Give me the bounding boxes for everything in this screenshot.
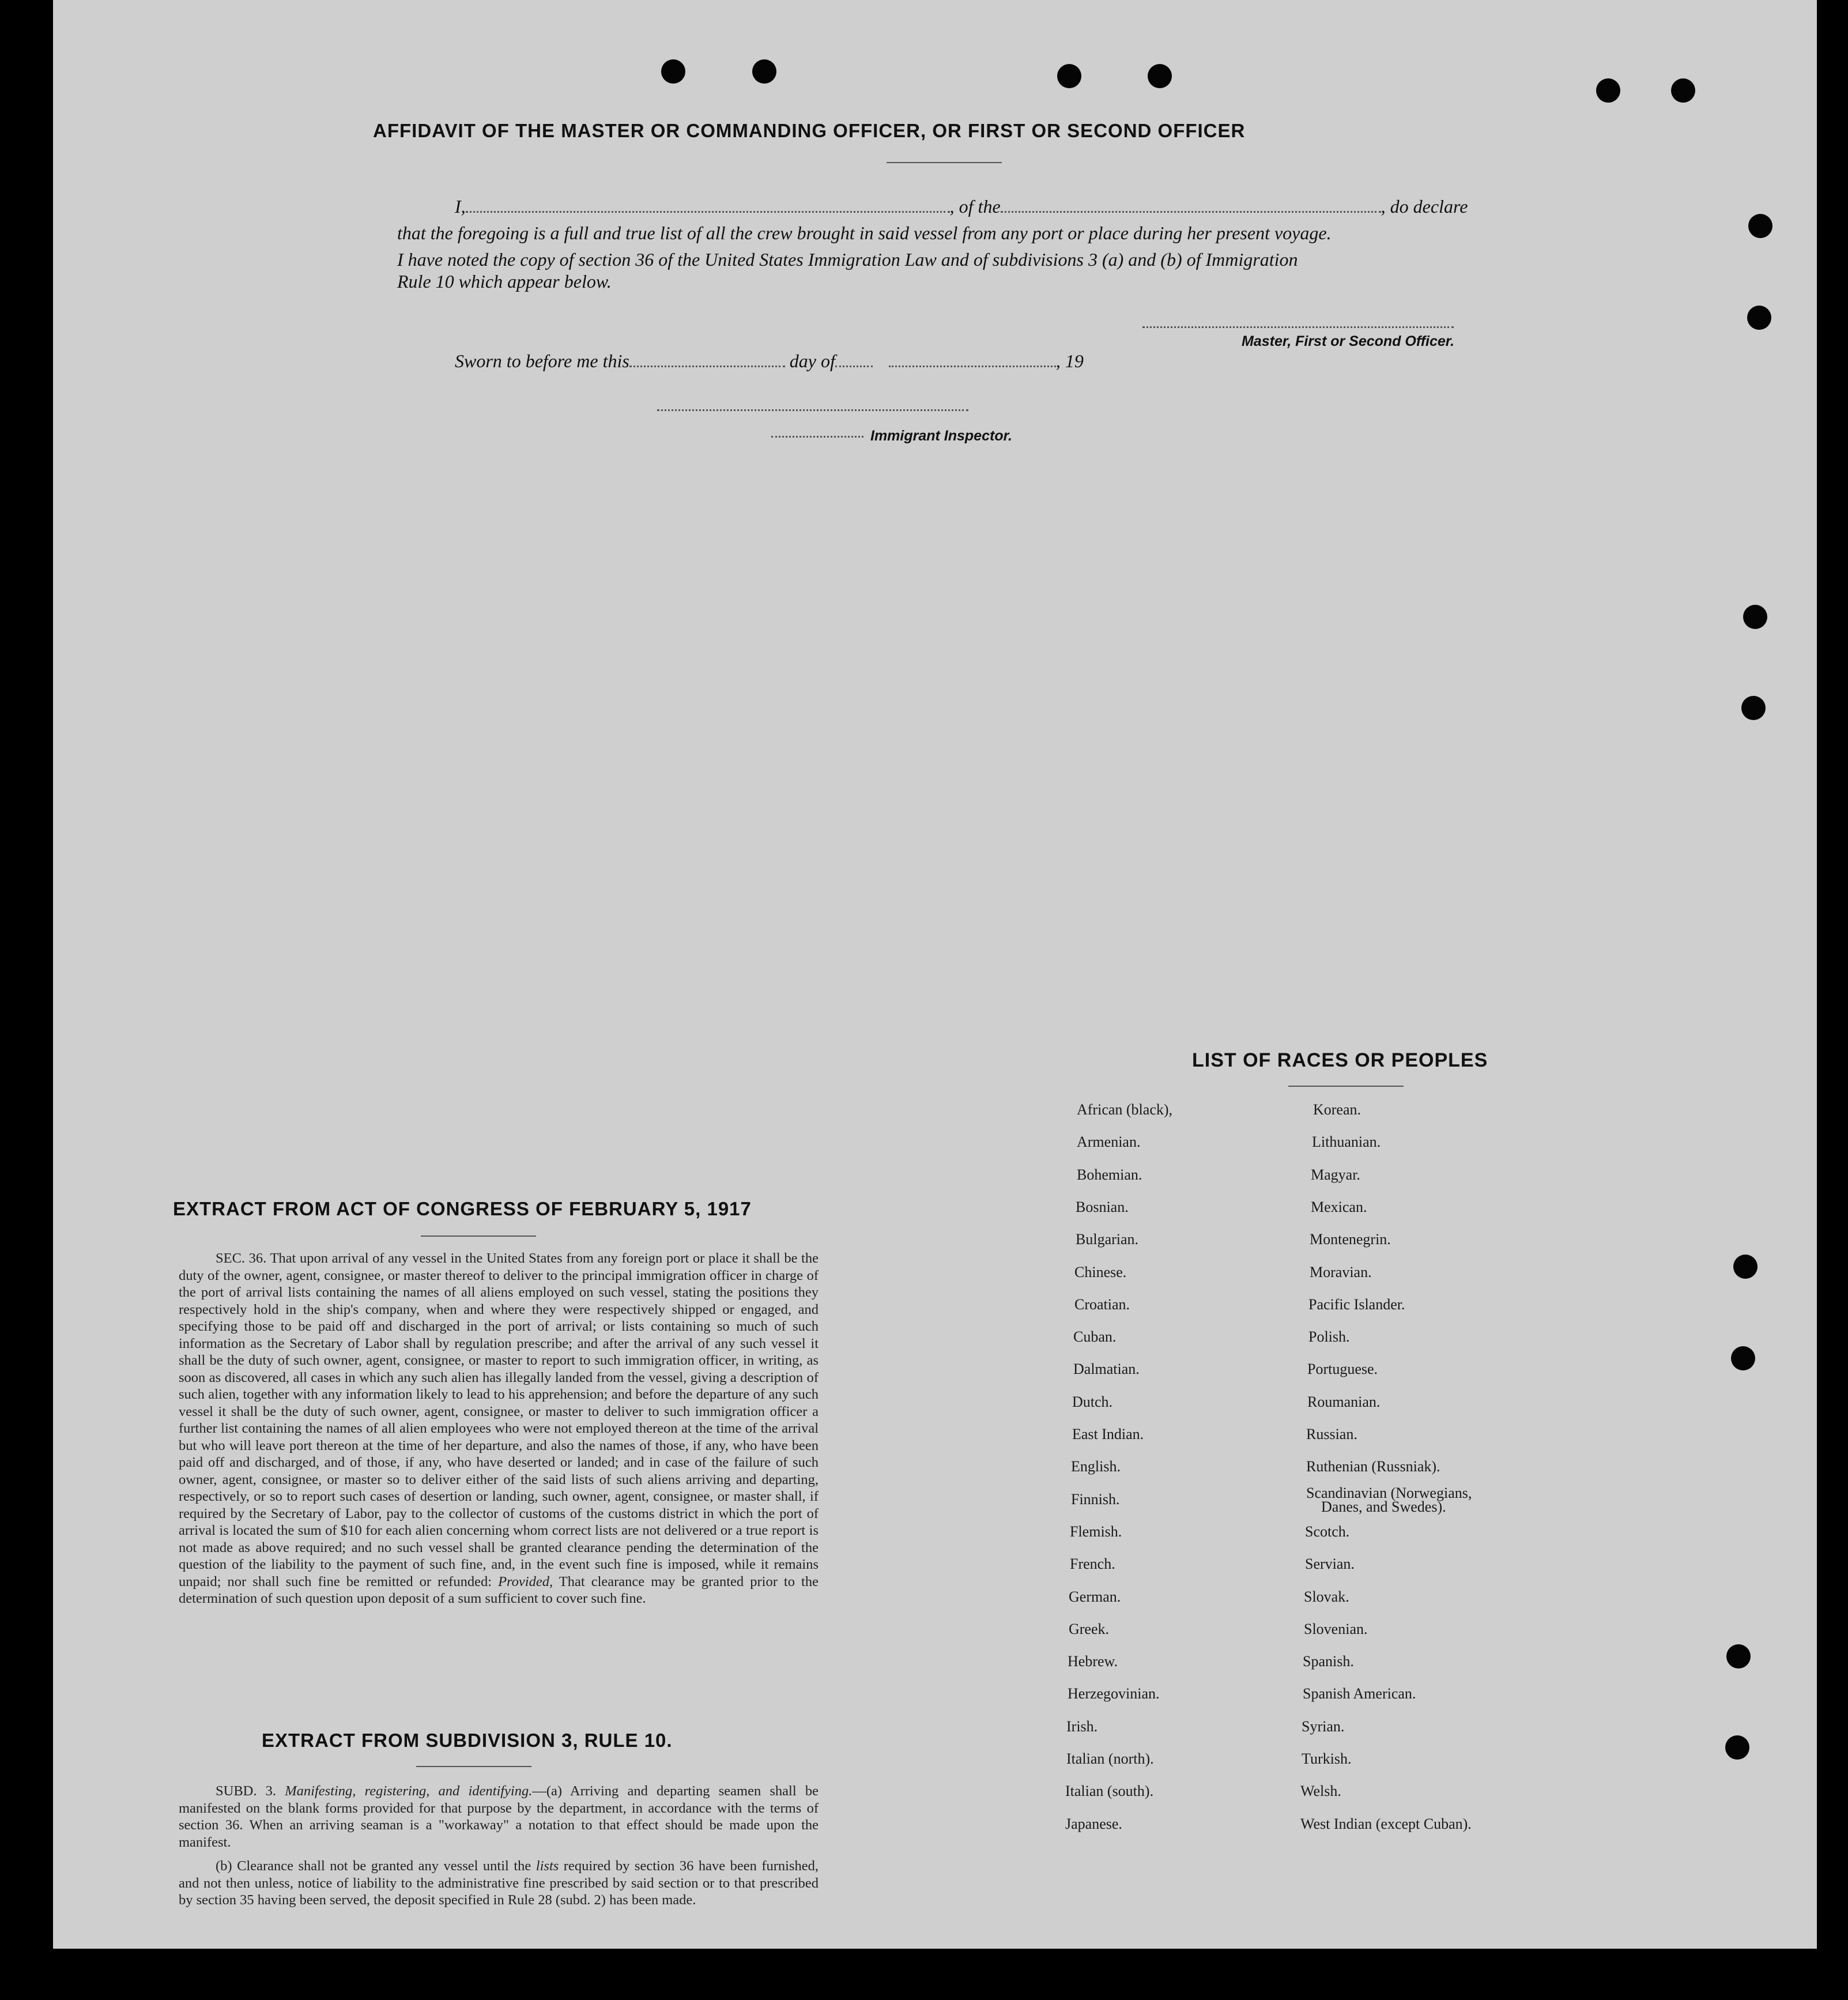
extract-rule-para-a <box>179 1783 819 1851</box>
race-item: Croatian. <box>1074 1296 1130 1313</box>
race-item: Dutch. <box>1072 1393 1113 1410</box>
master-signature-line <box>1142 326 1454 328</box>
race-item: Armenian. <box>1077 1133 1141 1150</box>
race-item: Hebrew. <box>1068 1653 1118 1670</box>
race-item: Bosnian. <box>1076 1199 1129 1215</box>
vessel-blank <box>1001 199 1381 213</box>
do-declare-text: , do declare <box>1381 196 1468 217</box>
race-item: Spanish. <box>1303 1653 1354 1670</box>
punch-hole <box>1057 64 1081 88</box>
race-item: Scotch. <box>1305 1523 1350 1540</box>
punch-hole <box>1671 78 1695 103</box>
race-item: Montenegrin. <box>1310 1231 1391 1248</box>
affidavit-title: AFFIDAVIT OF THE MASTER OR COMMANDING OFFICER, OR FIRST OR SECOND OFFICER <box>373 120 1246 141</box>
name-blank <box>466 199 950 213</box>
race-item: Portuguese. <box>1307 1361 1378 1377</box>
punch-hole <box>1731 1346 1755 1370</box>
affidavit-declaration-line <box>455 194 1468 219</box>
race-item: Italian (north). <box>1066 1750 1154 1767</box>
divider <box>416 1766 531 1767</box>
race-item: Finnish. <box>1071 1491 1120 1508</box>
race-item: Lithuanian. <box>1312 1133 1381 1150</box>
race-item: Slovenian. <box>1304 1621 1368 1637</box>
race-item: Bohemian. <box>1077 1166 1142 1183</box>
race-item: Moravian. <box>1310 1264 1372 1280</box>
affidavit-line-4: Rule 10 which appear below. <box>397 271 612 292</box>
race-item: Greek. <box>1069 1621 1110 1637</box>
race-item: Chinese. <box>1074 1264 1127 1280</box>
race-item: German. <box>1069 1588 1121 1605</box>
race-item: Korean. <box>1313 1101 1362 1118</box>
divider <box>887 162 1002 163</box>
race-item: African (black), <box>1077 1101 1173 1118</box>
race-item: Mexican. <box>1311 1199 1367 1215</box>
race-item: Russian. <box>1306 1426 1357 1442</box>
race-item: Irish. <box>1066 1718 1098 1735</box>
race-item: French. <box>1070 1555 1115 1572</box>
declarant-prefix: I, <box>455 196 466 217</box>
race-item: Welsh. <box>1300 1783 1341 1799</box>
divider <box>1288 1086 1404 1087</box>
race-item: Scandinavian (Norwegians, Danes, and Swedes). <box>1306 1485 1472 1515</box>
affidavit-line-3: I have noted the copy of section 36 of the United States Immigration Law and of subdivisions 3 (a) and (b) of Immigration <box>397 249 1298 270</box>
month-blank <box>835 354 873 367</box>
rule-para-a-italic: Manifesting, registering, and identifying. <box>285 1783 533 1799</box>
inspector-signature-line <box>657 409 968 411</box>
race-item: Bulgarian. <box>1076 1231 1139 1248</box>
extract-act-text: SEC. 36. That upon arrival of any vessel in the United States from any foreign port or place it shall be the duty of the owner, agent, consignee, or master thereof to deliver to the principal immigration officer in charge of the port of arrival lists containing the names of all aliens employed on such vessel, stating the positions they respectively hold in the ship's company, when and where they were respectively shipped or engaged, and specifying those to be paid off and discharged in the port of arrival; or lists containing so much of such information as the Secretary of Labor shall by regulation prescribe; and after the arrival of any such vessel it shall be the duty of such owner, agent, consignee, or master to report to such immigration officer, in writing, as soon as discovered, all cases in which any such alien has illegally landed from the vessel, giving a description of such alien, together with any information likely to lead to his apprehension; and before the departure of any such vessel it shall be the duty of such owner, agent, consignee, or master to deliver to such immigration officer a further list containing the names of all alien employees who were not employed thereon at the time of the arrival but who will leave port thereon at the time of her departure, and also the names of those, if any, who have been paid off and discharged, and of those, if any, who have deserted or landed; and in case of the failure of such owner, agent, consignee, or master so to deliver either of the said lists of such aliens arriving and departing, respectively, or so to report such cases of desertion or landing, such owner, agent, consignee, or master shall, if required by the Secretary of Labor, pay to the collector of customs of the customs district in which the port of arrival is located the sum of $10 for each alien concerning whom correct lists are not delivered or a true report is not made as above required; and no such vessel shall be granted clearance pending the determination of the question of the liability to the payment of such fine, and, in the event such fine is imposed, while it remains unpaid; nor shall such fine be remitted or refunded: Provided, That clearance may be granted prior to the determination of such question upon deposit of a sum sufficient to cover such fine. <box>179 1251 819 1606</box>
inspector-label: Immigrant Inspector. <box>870 428 1012 444</box>
race-item: Japanese. <box>1065 1816 1122 1832</box>
punch-hole <box>1748 214 1772 238</box>
inspector-signature-line-short <box>771 436 863 438</box>
extract-rule-title: EXTRACT FROM SUBDIVISION 3, RULE 10. <box>262 1730 673 1751</box>
race-item: Ruthenian (Russniak). <box>1306 1458 1440 1475</box>
sworn-year: , 19 <box>1055 351 1084 371</box>
race-item: East Indian. <box>1072 1426 1144 1442</box>
punch-hole <box>1726 1644 1751 1668</box>
race-item: West Indian (except Cuban). <box>1300 1816 1472 1832</box>
race-item: Pacific Islander. <box>1308 1296 1405 1313</box>
race-item: Turkish. <box>1302 1750 1352 1767</box>
punch-hole <box>1148 64 1172 88</box>
race-item: Cuban. <box>1073 1328 1117 1345</box>
punch-hole <box>1747 306 1771 330</box>
sworn-prefix: Sworn to before me this <box>455 351 629 371</box>
punch-hole <box>1743 605 1767 629</box>
race-item: Spanish American. <box>1303 1685 1416 1702</box>
extract-act-title: EXTRACT FROM ACT OF CONGRESS OF FEBRUARY 5, 1917 <box>173 1198 752 1219</box>
punch-hole <box>752 59 776 84</box>
rule-para-a-text: —(a) Arriving and departing seamen shall be manifested on the blank forms provided for that purpose by the department, in accordance with the terms of section 36. When an arriving seaman is a "workaway" a notation to that effect should be made upon the manifest. <box>179 1783 819 1850</box>
race-item: English. <box>1071 1458 1121 1475</box>
punch-hole <box>1733 1255 1758 1279</box>
affidavit-line-2: that the foregoing is a full and true list of all the crew brought in said vessel from any port or place during her present voyage. <box>397 223 1332 243</box>
of-the-text: , of the <box>949 196 1001 217</box>
divider <box>421 1236 536 1237</box>
punch-hole <box>1725 1735 1749 1760</box>
race-item: Dalmatian. <box>1073 1361 1140 1377</box>
master-signature-label: Master, First or Second Officer. <box>1242 333 1455 349</box>
race-item: Herzegovinian. <box>1068 1685 1160 1702</box>
race-item: Flemish. <box>1070 1523 1122 1540</box>
race-item: Roumanian. <box>1307 1393 1381 1410</box>
document-page <box>53 0 1817 1949</box>
punch-hole <box>661 59 685 84</box>
race-item: Servian. <box>1305 1555 1355 1572</box>
month-blank-2 <box>889 354 1056 367</box>
races-title: LIST OF RACES OR PEOPLES <box>1192 1049 1488 1071</box>
sworn-line <box>455 348 1084 374</box>
day-blank <box>629 354 785 367</box>
race-item: Italian (south). <box>1065 1783 1154 1799</box>
sworn-day-of: day of <box>789 351 835 371</box>
race-item: Magyar. <box>1311 1166 1360 1183</box>
rule-para-a-lead: SUBD. 3. <box>216 1783 285 1799</box>
punch-hole <box>1596 78 1620 103</box>
extract-rule-para-b: (b) Clearance shall not be granted any vessel until the lists required by section 36 have been furnished, and not then unless, notice of liability to the administrative fine prescribed by said section or to that prescribed by section 35 having been served, the deposit specified in Rule 28 (subd. 2) has been made. <box>179 1858 819 1908</box>
race-item: Polish. <box>1308 1328 1350 1345</box>
race-item: Slovak. <box>1304 1588 1349 1605</box>
race-item: Syrian. <box>1302 1718 1345 1735</box>
punch-hole <box>1741 696 1766 720</box>
